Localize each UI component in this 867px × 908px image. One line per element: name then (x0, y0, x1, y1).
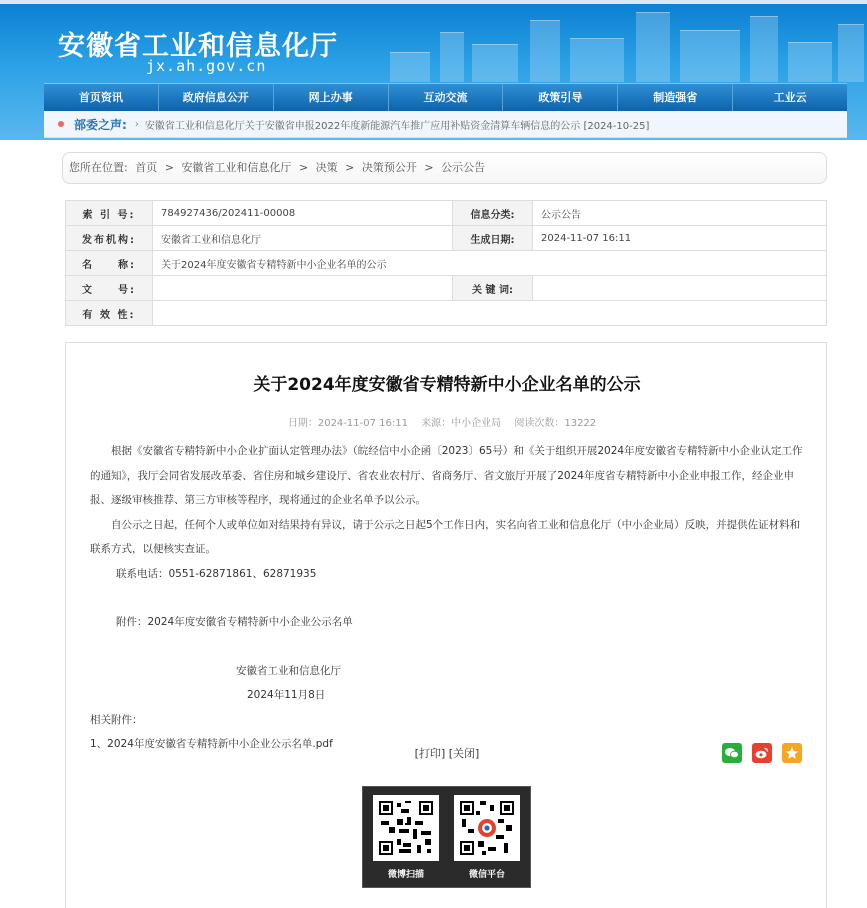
article-panel (65, 342, 827, 908)
ticker-link[interactable]: 安徽省工业和信息化厅关于安徽省申报2022年度新能源汽车推广应用补贴资金清算车辆信息的公示 [2024-10-25] (144, 120, 650, 132)
nav-item-industry-cloud[interactable]: 工业云 (773, 91, 807, 104)
meta-name-label: 名 称: (66, 251, 153, 276)
article-source: 来源：中小企业局 (421, 418, 502, 429)
meta-validity-label: 有 效 性: (66, 301, 153, 326)
site-logo[interactable]: 安徽省工业和信息化厅 (58, 31, 338, 62)
attachment-link[interactable]: 1、2024年度安徽省专精特新中小企业公示名单.pdf (90, 738, 333, 750)
breadcrumb-sep: > (424, 161, 434, 174)
breadcrumb-sep: > (164, 161, 174, 174)
site-domain: jx.ah.gov.cn (146, 57, 267, 75)
meta-docno-label: 文 号: (66, 276, 153, 301)
header-top-stripe (0, 0, 867, 4)
meta-row (66, 301, 827, 326)
breadcrumb-notice[interactable]: 公示公告 (441, 161, 486, 174)
weibo-qr-label: 微博扫描 (387, 870, 424, 880)
breadcrumb-decision[interactable]: 决策 (315, 161, 338, 174)
nav-item-interaction[interactable]: 互动交流 (389, 84, 504, 111)
main-nav (44, 83, 847, 111)
article-paragraph: 自公示之日起，任何个人或单位如对结果持有异议，请于公示之日起5个工作日内，实名向省工业和信息化厅（中小企业局）反映，并提供佐证材料和联系方式，以便核实查证。 (90, 518, 801, 555)
breadcrumb (62, 152, 827, 184)
attachments-label: 相关附件： (90, 713, 143, 726)
meta-row (66, 251, 827, 276)
article-contact: 联系电话：0551-62871861、62871935 (116, 567, 317, 580)
meta-validity-value (153, 301, 827, 326)
breadcrumb-prefix: 您所在位置: (69, 161, 128, 174)
article-body (90, 439, 808, 757)
article-attachment-note: 附件：2024年度安徽省专精特新中小企业公示名单 (116, 616, 353, 628)
nav-item-gov-info[interactable]: 政府信息公开 (159, 84, 274, 111)
meta-row (66, 276, 827, 301)
nav-item-online-service[interactable]: 网上办事 (274, 84, 389, 111)
meta-publisher-label: 发布机构: (66, 226, 153, 251)
article-actions (66, 745, 828, 761)
doc-meta-table (65, 200, 827, 326)
ticker-dot-icon (58, 121, 64, 127)
qr-code-panel (362, 786, 531, 888)
breadcrumb-sep: > (345, 161, 355, 174)
nav-item-policy[interactable]: 政策引导 (503, 84, 618, 111)
breadcrumb-home[interactable]: 首页 (135, 161, 158, 174)
breadcrumb-pre-disclosure[interactable]: 决策预公开 (361, 161, 417, 174)
meta-date-label: 生成日期: (453, 226, 533, 251)
meta-name-value: 关于2024年度安徽省专精特新中小企业名单的公示 (153, 251, 827, 276)
weibo-share-icon[interactable] (752, 743, 772, 763)
meta-keyword-value (533, 276, 827, 301)
print-link[interactable]: [打印] (414, 747, 446, 760)
qr-code-icon (458, 799, 516, 857)
article-info (66, 414, 828, 429)
meta-category-value: 公示公告 (533, 201, 827, 226)
ticker-label: 部委之声: (74, 117, 127, 132)
meta-index-value: 784927436/202411-00008 (153, 201, 453, 226)
meta-keyword-label: 关 键 词: (453, 276, 533, 301)
meta-row (66, 226, 827, 251)
nav-item-manufacturing[interactable]: 制造强省 (618, 84, 733, 111)
meta-publisher-value: 安徽省工业和信息化厅 (153, 226, 453, 251)
article-paragraph: 根据《安徽省专精特新中小企业扩面认定管理办法》（皖经信中小企函〔2023〕65号）和《关于组织开展2024年度安徽省专精特新中小企业认定工作的通知》，我厅会同省发展改革委、省住房和城乡建设厅、省农业农村厅、省商务厅、省文旅厅开展了2024年度省专精特新中小企业申报工作，经企业申报、逐级审核推荐、第三方审核等程序，现将通过的企业名单予以公示。 (90, 445, 803, 506)
breadcrumb-sep: > (298, 161, 309, 174)
meta-docno-value (153, 276, 453, 301)
favorite-share-icon[interactable] (782, 743, 802, 763)
breadcrumb-department[interactable]: 安徽省工业和信息化厅 (181, 161, 292, 174)
article-sign-org: 安徽省工业和信息化厅 (236, 664, 341, 677)
wechat-share-icon[interactable] (722, 743, 742, 763)
meta-category-label: 信息分类: (453, 201, 533, 226)
meta-index-label: 索 引 号: (66, 201, 153, 226)
close-link[interactable]: [关闭] (448, 747, 480, 760)
ticker-arrow-icon: › (134, 118, 139, 130)
nav-item-home[interactable]: 首页资讯 (44, 84, 159, 111)
weibo-qr-code (373, 795, 439, 861)
qr-code-icon (377, 799, 435, 857)
article-title: 关于2024年度安徽省专精特新中小企业名单的公示 (253, 375, 641, 395)
header-skyline-art (380, 6, 867, 82)
article-date: 日期：2024-11-07 16:11 (287, 418, 408, 429)
meta-date-value: 2024-11-07 16:11 (533, 226, 827, 251)
meta-row (66, 201, 827, 226)
article-sign-date: 2024年11月8日 (247, 689, 326, 701)
wechat-qr-label: 微信平台 (468, 870, 505, 880)
news-ticker (44, 111, 847, 138)
wechat-qr-code (454, 795, 520, 861)
article-views: 阅读次数：13222 (514, 418, 597, 429)
